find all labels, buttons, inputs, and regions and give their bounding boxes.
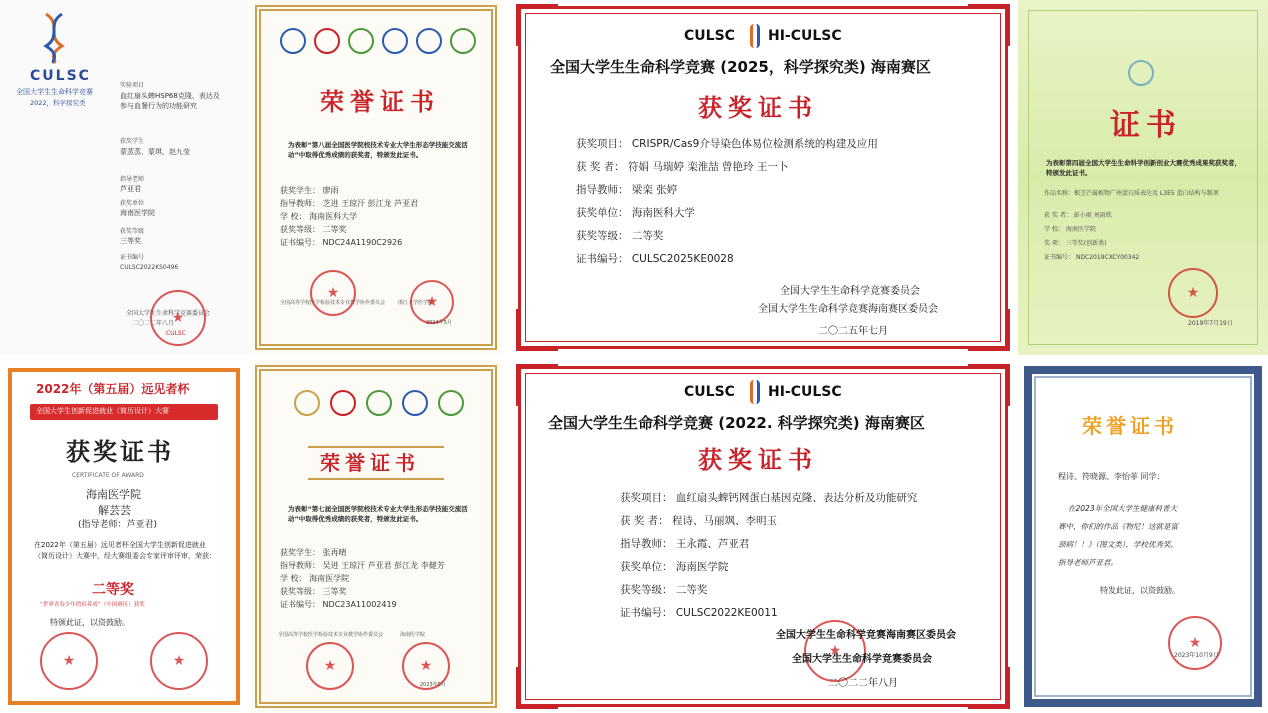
official-seal [1168,616,1222,670]
logo-icon [382,28,408,54]
title: 获奖证书 [698,445,818,474]
body: 为表彰“第八届全国医学院校技术专业大学生形态学技能交流活动”中取得优秀成绩的获奖者，特颁发此证书。 [288,141,468,160]
brand: CULSC [684,28,735,44]
school: 海南医学院 [86,488,141,501]
brand-2: HI-CULSC [768,384,842,400]
guide: (指导老师：芦亚君) [78,520,158,530]
dna-logo-icon [40,12,68,64]
official-seal [150,290,206,346]
recipients: 程诗、符晓源、李怡菲 同学： [1058,472,1165,481]
title: 获奖证书 [698,93,818,122]
subtitle: 全国大学生生命科学竞赛 [16,88,93,96]
org-1: 全国大学生生命科学竞赛海南赛区委员会 [776,630,956,641]
logo-icon [348,28,374,54]
body: 在2022年（第五届）远见者杯全国大学生创新促进就业（简历设计）大赛中，经大赛组委会专家评审评审，荣获： [34,541,216,560]
certificate-culsc-2022: CULSC 全国大学生生命科学竞赛 2022，科学探究类 实验项目 血红扇头蜱HSP68克隆、表达及 参与血餐行为的功能研究 获奖学生 蒙蒸蒸、蒙琪、赵九莹 指导老师 芦亚君 获奖单位 海南医学院 获奖等级 三等奖 证书编号 CULSC2022KS0496 ★ CULSC 全国大学生生命科学竞赛委员会 二〇二二年八月 [0,0,248,355]
award: 二等奖 [92,582,134,598]
logo-icon [1128,60,1154,86]
title: 证书 [1110,108,1182,143]
heading: 全国大学生生命科学竞赛 (2025，科学探究类) 海南赛区 [550,58,931,76]
brand: CULSC [30,68,91,84]
logo-icon [330,390,356,416]
logo-icon [450,28,476,54]
body: 为表彰第四届全国大学生生命科学创新创业大赛优秀成果奖获奖者，特颁发此证书。 [1046,159,1241,178]
english-title: CERTIFICATE OF AWARD [72,472,144,479]
logo-icon [314,28,340,54]
org-logos [280,28,480,58]
official-seal [40,632,98,690]
body: 为表彰“第七届全国医学院校技术专业大学生形态学技能交流活动”中取得优秀成绩的获奖者，特颁发此证书。 [288,505,468,524]
foot: 特颁此证，以资鼓励。 [50,618,130,627]
official-seal [1168,268,1218,318]
foot-org-1: 全国高等学校医学检验技术专业教学协作委员会 [280,300,386,306]
foot: 特发此证，以资鼓励。 [1100,586,1180,595]
dna-logo-icon [750,24,760,48]
org-logos [294,390,474,420]
date: 2023年5月 [420,682,446,688]
org: 全国大学生生命科学竞赛委员会 [126,310,211,317]
official-seal [310,270,356,316]
certificate-honor-2023-health: 荣誉证书 程诗、符晓源、李怡菲 同学： 在2023年全国大学生健康科普大 赛中，你们的作品《物尼！这就是富 颈病！！》（图文类），学校优秀奖， 指导老师芦亚君。 特发此证，以资鼓励。 ★ 2023年10月9日 [1018,360,1268,713]
org-2: 全国大学生生命科学竞赛海南赛区委员会 [758,304,938,315]
official-seal [306,642,354,690]
certificate-culsc-2022-hainan: CULSC HI-CULSC 全国大学生生命科学竞赛 (2022. 科学探究类) 海南赛区 获奖证书 获奖项目： 血红扇头蜱钙网蛋白基因克隆、表达分析及功能研究 获 奖 者： 程诗、马丽飒、李明玉 指导教师： 王永霞、芦亚君 获奖单位： 海南医学院 获奖等级： 二等奖 证书编号： CULSC2022KE0011 ★ 全国大学生生命科学竞赛海南赛区委员会 全国大学生生命科学竞赛委员会 二〇二二年八月 [512,360,1014,713]
certificate-honor-2024: 荣誉证书 为表彰“第八届全国医学院校技术专业大学生形态学技能交流活动”中取得优秀成绩的获奖者，特颁发此证书。 获奖学生： 廖雨 指导教师： 芝进 王琼汗 彭江龙 芦亚君 学 校： 海南医科大学 获奖等级： 二等奖 证书编号： NDC24A1190C2926 全国高等学校医学检验技术专业教学协作委员会 浙江大学医学院 ★ ★ 2024年5月 [250,0,502,355]
seal-label: CULSC [166,330,186,337]
date: 2024年5月 [426,320,452,326]
student-name: 解芸芸 [98,504,131,517]
top-title: 2022年（第五届）远见者杯 [36,382,190,396]
foot-org-1: 全国高等学校医学检验技术专业教学协作委员会 [278,632,384,638]
title: 获奖证书 [66,437,174,466]
logo-icon [438,390,464,416]
foot-org-2: 浙江大学医学院 [398,300,434,306]
title: 荣誉证书 [320,451,420,475]
date: 2023年10月9日 [1174,652,1219,659]
note: “世界青春少年的培养成”（中国赛区）获奖 [40,602,145,608]
logo-icon [294,390,320,416]
org-2: 全国大学生生命科学竞赛委员会 [792,654,932,665]
date: 二〇二二年八月 [132,320,175,327]
certificate-honor-2023: 荣誉证书 为表彰“第七届全国医学院校技术专业大学生形态学技能交流活动”中取得优秀成绩的获奖者，特颁发此证书。 获奖学生： 张再晴 指导教师： 吴进 王琼汗 芦亚君 彭江龙 李健芳 学 校： 海南医学院 获奖等级： 三等奖 证书编号： NDC23A11002419 全国高等学校医学检验技术专业教学协作委员会 海南医学院 ★ ★ 2023年5月 [250,360,502,713]
date: 二〇二五年七月 [818,326,888,337]
logo-icon [366,390,392,416]
brand: CULSC [684,384,735,400]
official-seal [410,280,454,324]
brand-2: HI-CULSC [768,28,842,44]
official-seal [150,632,208,690]
logo-icon [280,28,306,54]
certificate-green-2019: 证书 为表彰第四届全国大学生生命科学创新创业大赛优秀成果奖获奖者，特颁发此证书。 作品名称：根茎芒属植物广州蛋白质表达及 L3E5 蛋白结构与制剂 获 奖 者： 彭小雨 刘雨欣 学 校： 海南医学院 奖 项： 三等奖(创新类) 证书编号： NDC2019CXCY00342 ★ 2019年7月19日 [1018,0,1268,355]
foot-org-2: 海南医学院 [400,632,426,638]
date: 二〇二二年八月 [828,678,898,689]
banner-text: 全国大学生创新促进就业（简历设计）大赛 [36,407,169,415]
logo-icon [402,390,428,416]
subtitle-2: 2022，科学探究类 [30,99,86,107]
logo-icon [416,28,442,54]
org-1: 全国大学生生命科学竞赛委员会 [780,286,920,297]
heading: 全国大学生生命科学竞赛 (2022. 科学探究类) 海南赛区 [548,414,925,432]
title: 荣誉证书 [1082,414,1178,438]
date: 2019年7月19日 [1188,320,1233,327]
certificate-culsc-2025: CULSC HI-CULSC 全国大学生生命科学竞赛 (2025，科学探究类) 海南赛区 获奖证书 获奖项目： CRISPR/Cas9介导染色体易位检测系统的构建及应用 获 奖 者： 符娟 马瑞婷 栾淮喆 曾艳玲 王一卜 指导教师： 梁栾 张婷 获奖单位： 海南医科大学 获奖等级： 二等奖 证书编号： CULSC2025KE0028 全国大学生生命科学竞赛委员会 全国大学生生命科学竞赛海南赛区委员会 二〇二五年七月 [512,0,1014,355]
title: 荣誉证书 [320,88,440,116]
certificate-award-2022 [0,360,248,713]
dna-logo-icon [750,380,760,404]
